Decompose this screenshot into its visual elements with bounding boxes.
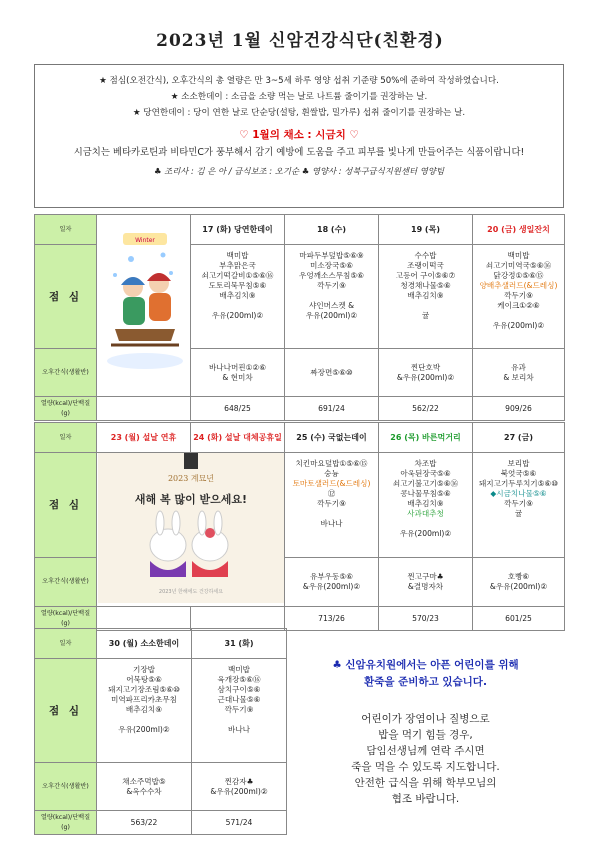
snack-cell: [285, 349, 379, 397]
energy-cell: 713/26: [285, 607, 379, 631]
notice-note: ★ 당연한데이 : 당이 연한 날로 단순당(설탕, 흰쌀밥, 밀가루) 섭취 줄이기를 권장하는 날.: [132, 108, 466, 118]
energy-cell: 601/25: [473, 607, 565, 631]
menu-item: 돼지고기두루치기⑤⑥⑩: [478, 479, 559, 488]
label-snack: 오후간식(생활반): [35, 763, 97, 811]
snack-cell: [192, 763, 287, 811]
label-lunch: 점 심: [35, 245, 97, 349]
menu-item: 아욱된장국⑤⑥: [400, 469, 451, 478]
menu-item: ⑫: [327, 489, 336, 498]
menu-week-2: [34, 422, 565, 631]
menu-item: &우유(200ml)②: [489, 582, 548, 592]
lunch-cell: [97, 659, 192, 763]
day-header: 19 (목): [379, 215, 473, 245]
lunch-cell: [473, 453, 565, 558]
energy-cell: 571/24: [192, 811, 287, 835]
label-energy: 열량(kcal)/단백질(g): [35, 811, 97, 835]
menu-item: 채소주먹밥⑤: [122, 776, 166, 786]
menu-item: [193, 301, 282, 311]
day-header: [379, 423, 473, 453]
menu-item: 콩나물무침⑤⑥: [400, 489, 451, 498]
snack-cell: [379, 558, 473, 607]
card-year: 2023 계묘년: [167, 474, 214, 483]
menu-item: 배추김치⑨: [407, 291, 444, 300]
lunch-cell: [192, 659, 287, 763]
menu-item: 돼지고기장조림⑤⑥⑩: [108, 685, 180, 694]
notice-box: [34, 64, 564, 208]
menu-item: & 보리차: [503, 372, 534, 382]
menu-item: [381, 519, 470, 529]
menu-item: 마파두부덮밥⑤⑥⑨: [299, 251, 364, 260]
menu-item: 조랭이떡국: [407, 261, 444, 270]
menu-item: 우유(200ml)②: [399, 529, 452, 538]
menu-item: 수수밥: [414, 251, 437, 260]
energy-cell: 562/22: [379, 397, 473, 421]
menu-item: 바나나: [320, 519, 343, 528]
menu-item: 깍두기⑨: [317, 499, 346, 508]
menu-item: 어묵탕⑤⑥: [126, 675, 162, 684]
menu-item: 치킨마요덮밥①⑤⑥⑮: [295, 459, 368, 468]
lunch-cell: [473, 245, 565, 349]
notice-line: 죽을 먹을 수 있도록 지도합니다.: [351, 761, 500, 773]
notice-line: ♣ 신암유치원에서는 아픈 어린이를 위해: [332, 659, 519, 671]
card-greeting: 새해 복 많이 받으세요!: [134, 493, 247, 506]
card-footer: 2023년 한해에도 건강하세요: [158, 589, 223, 595]
menu-item: 깍두기⑨: [224, 705, 254, 714]
menu-item: 우유(200ml)②: [305, 311, 358, 320]
day-label: 26 (목) 바른먹거리: [390, 432, 461, 442]
menu-item: 도토리묵무침⑤⑥: [208, 281, 267, 290]
day-header: 31 (화): [192, 629, 287, 659]
day-header: 27 (금): [473, 423, 565, 453]
snack-cell: [191, 349, 285, 397]
sled-kids-icon: [101, 229, 187, 379]
label-energy: 열량(kcal)/단백질(g): [35, 607, 97, 631]
snack-cell: [379, 349, 473, 397]
day-label: 24 (화) 설날 대체공휴일: [193, 432, 282, 442]
menu-item: 짜장면⑤⑥⑩: [310, 367, 353, 377]
menu-item: 유부우동⑤⑥: [310, 572, 353, 582]
menu-item: 근대나물⑤⑥: [217, 695, 261, 704]
menu-item: 닭강정①⑤⑥⑮: [493, 271, 544, 280]
menu-item: 깍두기⑨: [504, 499, 533, 508]
menu-item: 유과: [511, 362, 526, 372]
label-day: 일자: [35, 629, 97, 659]
day-label: 20 (금) 생일잔치: [487, 224, 550, 234]
menu-item: [287, 509, 376, 519]
winter-kids-illustration: [97, 215, 191, 397]
snack-cell: [473, 349, 565, 397]
energy-cell: 563/22: [97, 811, 192, 835]
empty-cell: [97, 397, 191, 421]
menu-item: 미소장국⑤⑥: [310, 261, 353, 270]
menu-item: [381, 301, 470, 311]
menu-item: 백미밥: [226, 251, 249, 260]
menu-item: &우유(200ml)②: [210, 786, 268, 796]
energy-cell: 909/26: [473, 397, 565, 421]
label-day: 일자: [35, 423, 97, 453]
day-header: [473, 215, 565, 245]
label-lunch: 점 심: [35, 453, 97, 558]
menu-item: 청경채나물⑤⑥: [400, 281, 451, 290]
empty-cell: [191, 607, 285, 631]
menu-item: 깍두기⑨: [504, 291, 533, 300]
energy-cell: 648/25: [191, 397, 285, 421]
menu-item: [287, 291, 376, 301]
lunch-cell: [379, 245, 473, 349]
menu-item: 부추맑은국: [219, 261, 256, 270]
menu-item: ◆시금치나물⑤⑥: [490, 489, 547, 498]
menu-week-3: [34, 628, 287, 835]
porridge-notice-title: [287, 657, 564, 691]
menu-item: 우유(200ml)②: [492, 321, 545, 330]
porridge-notice: [287, 627, 564, 841]
lunch-cell: [379, 453, 473, 558]
day-header: 30 (월) 소소한데이: [97, 629, 192, 659]
label-snack: 오후간식(생활반): [35, 349, 97, 397]
day-label: 23 (월) 설날 연휴: [110, 432, 177, 442]
menu-item: 찐감자♣: [224, 776, 254, 786]
menu-item: 바나나머핀①②⑥: [208, 362, 267, 372]
menu-item: 배추김치⑨: [219, 291, 256, 300]
energy-cell: 570/23: [379, 607, 473, 631]
label-lunch: 점 심: [35, 659, 97, 763]
notice-note: ★ 소소한데이 : 소금을 소량 먹는 날로 나트륨 줄이기를 권장하는 날.: [170, 92, 428, 102]
menu-item: 배추김치⑨: [407, 499, 444, 508]
menu-item: 케이크①②⑥: [497, 301, 540, 310]
snack-cell: [97, 763, 192, 811]
lunch-cell: [285, 453, 379, 558]
snack-cell: [473, 558, 565, 607]
day-header: 17 (화) 당연한데이: [191, 215, 285, 245]
menu-item: 바나나: [227, 725, 250, 734]
heart-icon: ♡ 1월의 채소 :: [239, 129, 316, 141]
menu-item: 숭늉: [324, 469, 339, 478]
menu-item: 토마토샐러드(&드레싱): [292, 479, 371, 488]
heart-icon: ♡: [345, 129, 359, 141]
menu-item: 사과대추청: [407, 509, 444, 518]
menu-item: 찐고구마♣: [407, 572, 444, 582]
notice-line: 담임선생님께 연락 주시면: [366, 745, 485, 757]
menu-item: 배추김치⑨: [125, 705, 163, 714]
menu-item: &결명자차: [407, 582, 444, 592]
notice-note: ★ 점심(오전간식), 오후간식의 총 열량은 만 3~5세 하루 영양 섭취 기준량 50%에 준하여 작성하였습니다.: [99, 76, 499, 86]
porridge-notice-body: [287, 711, 564, 807]
lunch-cell: [191, 245, 285, 349]
staff-credit: ♣ 조리사 : 김 은 아 / 급식보조 : 오기순 ♣ 영양사 : 성북구급식지원센터 영양팀: [153, 166, 445, 176]
menu-week-1: [34, 214, 565, 421]
notice-line: 환죽을 준비하고 있습니다.: [364, 676, 487, 688]
menu-item: [475, 311, 562, 321]
day-header: [97, 423, 191, 453]
lunch-cell: [285, 245, 379, 349]
menu-item: &우유(200ml)②: [302, 582, 361, 592]
menu-item: 우유(200ml)②: [118, 725, 170, 734]
day-header: 18 (수): [285, 215, 379, 245]
menu-item: 백미밥: [507, 251, 530, 260]
menu-item: 귤: [514, 509, 523, 518]
menu-item: &우유(200ml)②: [396, 372, 455, 382]
menu-item: 양배추샐러드(&드레싱): [479, 281, 558, 290]
menu-item: 호빵⑥: [507, 572, 530, 582]
empty-cell: [97, 607, 191, 631]
vegetable-description: 시금치는 베타카로틴과 비타민C가 풍부해서 감기 예방에 도움을 주고 피부를 빛나게 만들어주는 식품이랍니다!: [73, 147, 525, 158]
snack-cell: [285, 558, 379, 607]
notice-line: 협조 바랍니다.: [391, 793, 460, 805]
menu-item: 귤: [421, 311, 430, 320]
day-header: [191, 423, 285, 453]
label-day: 일자: [35, 215, 97, 245]
vegetable-name: 시금치: [315, 129, 346, 141]
menu-item: 미역파프리카초무침: [110, 695, 178, 704]
menu-item: 샤인머스켓 &: [308, 301, 354, 310]
notice-line: 어린이가 장염이나 질병으로: [361, 713, 490, 725]
svg-text:Winter: Winter: [134, 237, 155, 244]
page-title: 2023년 1월 신암건강식단(친환경): [156, 31, 444, 51]
menu-item: [194, 715, 284, 725]
menu-item: 우유(200ml)②: [211, 311, 264, 320]
menu-item: 백미밥: [227, 665, 250, 674]
menu-item: 찐단호박: [410, 362, 441, 372]
menu-item: & 현미차: [222, 372, 253, 382]
menu-item: 깍두기⑨: [317, 281, 346, 290]
new-year-card: [97, 453, 285, 607]
menu-item: 쇠고기불고기⑤⑥⑯: [392, 479, 459, 488]
energy-cell: 691/24: [285, 397, 379, 421]
new-year-rabbit-icon: [98, 453, 284, 603]
menu-item: 기장밥: [132, 665, 155, 674]
day-header: 25 (수) 국없는데이: [285, 423, 379, 453]
menu-item: 쇠고기떡갈비①⑤⑥⑯: [201, 271, 274, 280]
menu-item: 육개장⑤⑥⑯: [217, 675, 261, 684]
menu-item: 보리밥: [507, 459, 530, 468]
notice-line: 안전한 급식을 위해 학부모님의: [354, 777, 497, 789]
menu-item: 북엇국⑤⑥: [500, 469, 537, 478]
label-energy: 열량(kcal)/단백질(g): [35, 397, 97, 421]
menu-item: &옥수수차: [126, 786, 162, 796]
menu-item: 삼치구이⑤⑥: [217, 685, 261, 694]
menu-item: 고등어 구이⑤⑥⑦: [395, 271, 456, 280]
menu-item: 쇠고기미역국⑤⑥⑯: [485, 261, 552, 270]
menu-item: 우엉깨소스무침⑤⑥: [299, 271, 364, 280]
notice-line: 밥을 먹기 힘들 경우,: [378, 729, 473, 741]
label-snack: 오후간식(생활반): [35, 558, 97, 607]
vegetable-of-month: [41, 127, 557, 143]
menu-item: [99, 715, 189, 725]
menu-item: 차조밥: [414, 459, 437, 468]
